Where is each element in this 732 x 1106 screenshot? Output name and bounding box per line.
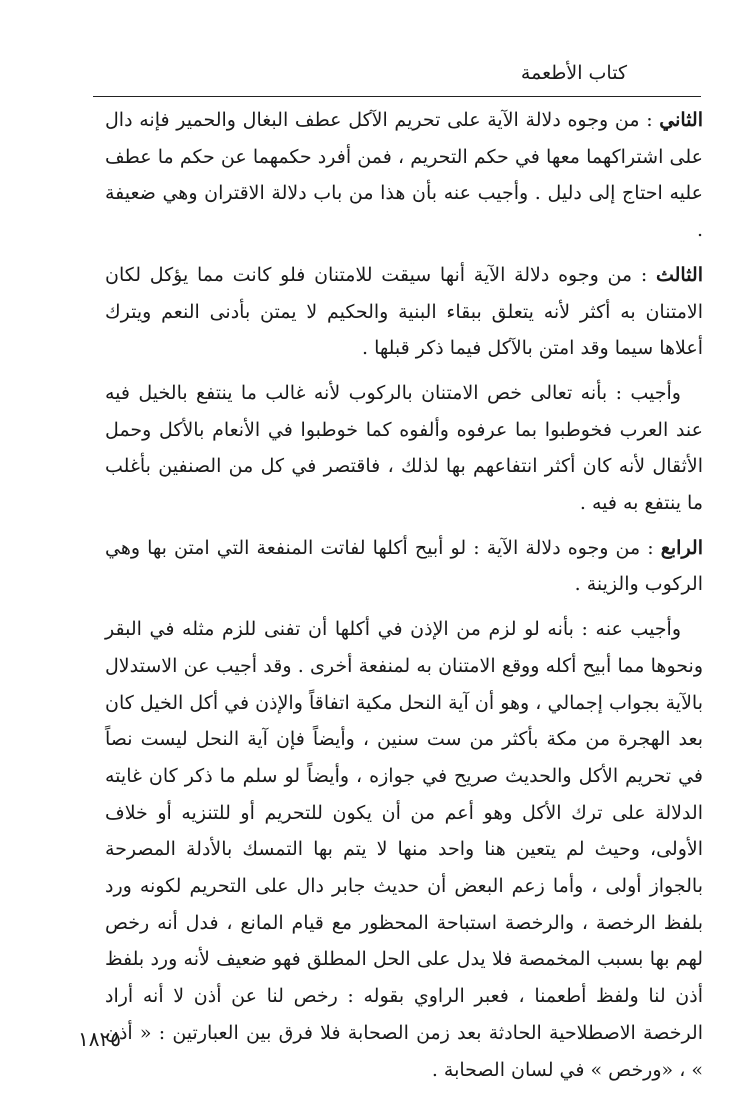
paragraph-fourth — [105, 530, 703, 603]
paragraph-lead: الرابع — [660, 536, 703, 559]
paragraph-text: : من وجوه دلالة الآية أنها سيقت للامتنان فلو كانت مما يؤكل لكان الامتنان به أكثر لأنه يتعلق ببقاء البنية والحكيم لا يمتن بأدنى النعم ويترك أعلاها سيما وقد امتن بالآكل فيما ذكر قبلها . — [105, 263, 703, 360]
paragraph-third — [105, 257, 703, 367]
running-header: كتاب الأطعمة — [520, 62, 627, 84]
paragraph-text: وأجيب عنه : بأنه لو لزم من الإذن في أكلها أن تفنى للزم مثله في البقر ونحوها مما أبيح أكله ووقع الامتنان به لمنفعة أخرى . وقد أجيب عن الاستدلال بالآية بجواب إجمالي ، وهو أن آية النحل مكية اتفاقاً والإذن في أكل الخيل كان بعد الهجرة من مكة بأكثر من ست سنين ، وأيضاً فإن آية النحل ليست نصاً في تحريم الأكل والحديث صريح في جوازه ، وأيضاً لو سلم ما ذكر كان غايته الدلالة على ترك الأكل وهو أعم من أن يكون للتحريم أو للتنزيه أو خلاف الأولى، وحيث لم يتعين هنا واحد منها لا يتم بها التمسك بالأدلة المصرحة بالجواز أولى ، وأما زعم البعض أن حديث جابر دال على التحريم لكونه ورد بلفظ الرخصة ، والرخصة استباحة المحظور مع قيام المانع ، فدل أنه رخص لهم بها بسبب المخمصة فلا يدل على الحل المطلق فهو ضعيف لأنه ورد بلفظ أذن لنا ولفظ أطعمنا ، فعبر الراوي بقوله : رخص لنا عن أذن لا أنه أراد الرخصة الاصطلاحية الحادثة بعد زمن الصحابة فلا فرق بين العبارتين : « أذن » ، «ورخص » في لسان الصحابة . — [105, 618, 704, 1081]
body-text — [105, 102, 703, 1088]
paragraph-text: : من وجوه دلالة الآية على تحريم الآكل عطف البغال والحمير فإنه دال على اشتراكهما معها في حكم التحريم ، فمن أفرد حكمهما عن حكم ما عطف عليه احتاج إلى دليل . وأجيب عنه بأن هذا من باب دلالة الاقتران وهي ضعيفة . — [105, 109, 703, 242]
page-number: ١٨٢٥ — [78, 1027, 121, 1051]
paragraph-second — [105, 102, 703, 249]
paragraph-answer-fourth — [105, 611, 703, 1088]
paragraph-answer-third — [105, 375, 703, 522]
paragraph-text: وأجيب : بأنه تعالى خص الامتنان بالركوب لأنه غالب ما ينتفع بالخيل فيه عند العرب فخوطبوا بما عرفوه وألفوه كما خوطبوا في الأنعام بالأكل وحمل الأثقال لأنه كان أكثر انتفاعهم بها لذلك ، فاقتصر في كل من الصنفين بأغلب ما ينتفع به فيه . — [105, 381, 703, 515]
header-rule — [93, 96, 701, 97]
paragraph-lead: الثالث — [655, 263, 703, 286]
paragraph-lead: الثاني — [659, 109, 703, 131]
paragraph-text: : من وجوه دلالة الآية : لو أبيح أكلها لفاتت المنفعة التي امتن بها وهي الركوب والزينة . — [105, 536, 703, 596]
